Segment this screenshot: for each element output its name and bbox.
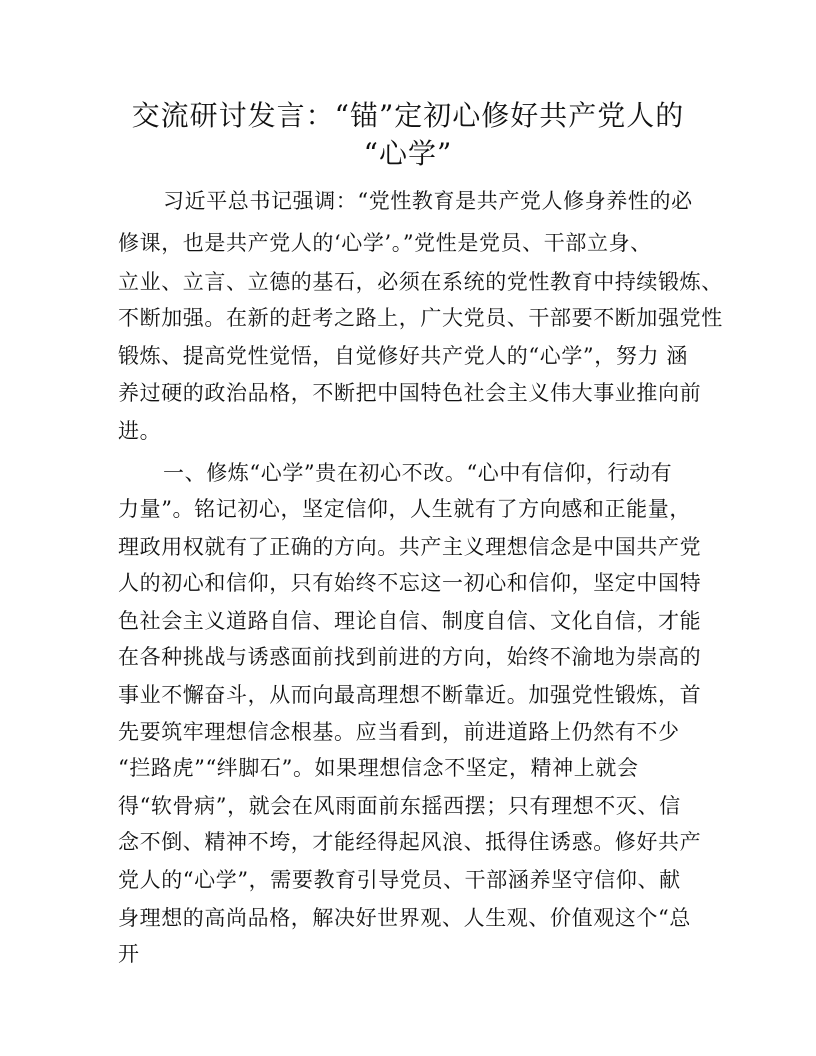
document-title-line-1: 交流研讨发言：“锚”定初心修好共产党人的 (131, 99, 685, 132)
paragraph-2-line: 念不倒、精神不垮，才能经得起风浪、抵得住诱惑。修好共产 (118, 830, 702, 854)
paragraph-2-line: 党人的“心学”，需要教育引导党员、干部涵养坚守信仰、献 (118, 868, 681, 892)
paragraph-2-line: 得“软骨病”，就会在风雨面前东摇西摆；只有理想不灭、信 (118, 794, 681, 818)
paragraph-2-line: 一、修炼“心学”贵在初心不改。“心中有信仰，行动有 (163, 461, 673, 485)
paragraph-1-line: 修课，也是共产党人的‘心学’。”党性是党员、干部立身、 (118, 231, 652, 255)
paragraph-2-line: 人的初心和信仰，只有始终不忘这一初心和信仰，坚定中国特 (118, 571, 702, 595)
paragraph-2-line: 在各种挑战与诱惑面前找到前进的方向，始终不渝地为崇高的 (118, 645, 702, 669)
document-title-line-2: “心学” (363, 137, 453, 170)
paragraph-1-line: 锻炼、提高党性觉悟，自觉修好共产党人的“心学”，努力 涵 (118, 344, 688, 368)
paragraph-2-line: 开 (118, 942, 140, 966)
paragraph-2-line: 色社会主义道路自信、理论自信、制度自信、文化自信，才能 (118, 609, 702, 633)
paragraph-1-line: 进。 (118, 419, 162, 443)
paragraph-2-line: 力量”。铭记初心，坚定信仰，人生就有了方向感和正能量， (118, 497, 691, 521)
paragraph-2-line: 理政用权就有了正确的方向。共产主义理想信念是中国共产党 (118, 535, 702, 559)
paragraph-2-line: 事业不懈奋斗，从而向最高理想不断靠近。加强党性锻炼，首 (118, 683, 702, 707)
paragraph-1-line: 立业、立言、立德的基石，必须在系统的党性教育中持续锻炼、 (118, 270, 723, 294)
paragraph-2-line: “拦路虎”“绊脚石”。如果理想信念不坚定，精神上就会 (118, 756, 639, 780)
paragraph-1-line: 养过硬的政治品格，不断把中国特色社会主义伟大事业推向前 (118, 381, 702, 405)
paragraph-1-line: 不断加强。在新的赶考之路上，广大党员、干部要不断加强党性 (118, 306, 723, 330)
paragraph-2-line: 身理想的高尚品格，解决好世界观、人生观、价值观这个“总 (118, 906, 691, 930)
paragraph-2-line: 先要筑牢理想信念根基。应当看到，前进道路上仍然有不少 (118, 720, 680, 744)
paragraph-1-line: 习近平总书记强调：“党性教育是共产党人修身养性的必 (163, 189, 693, 213)
